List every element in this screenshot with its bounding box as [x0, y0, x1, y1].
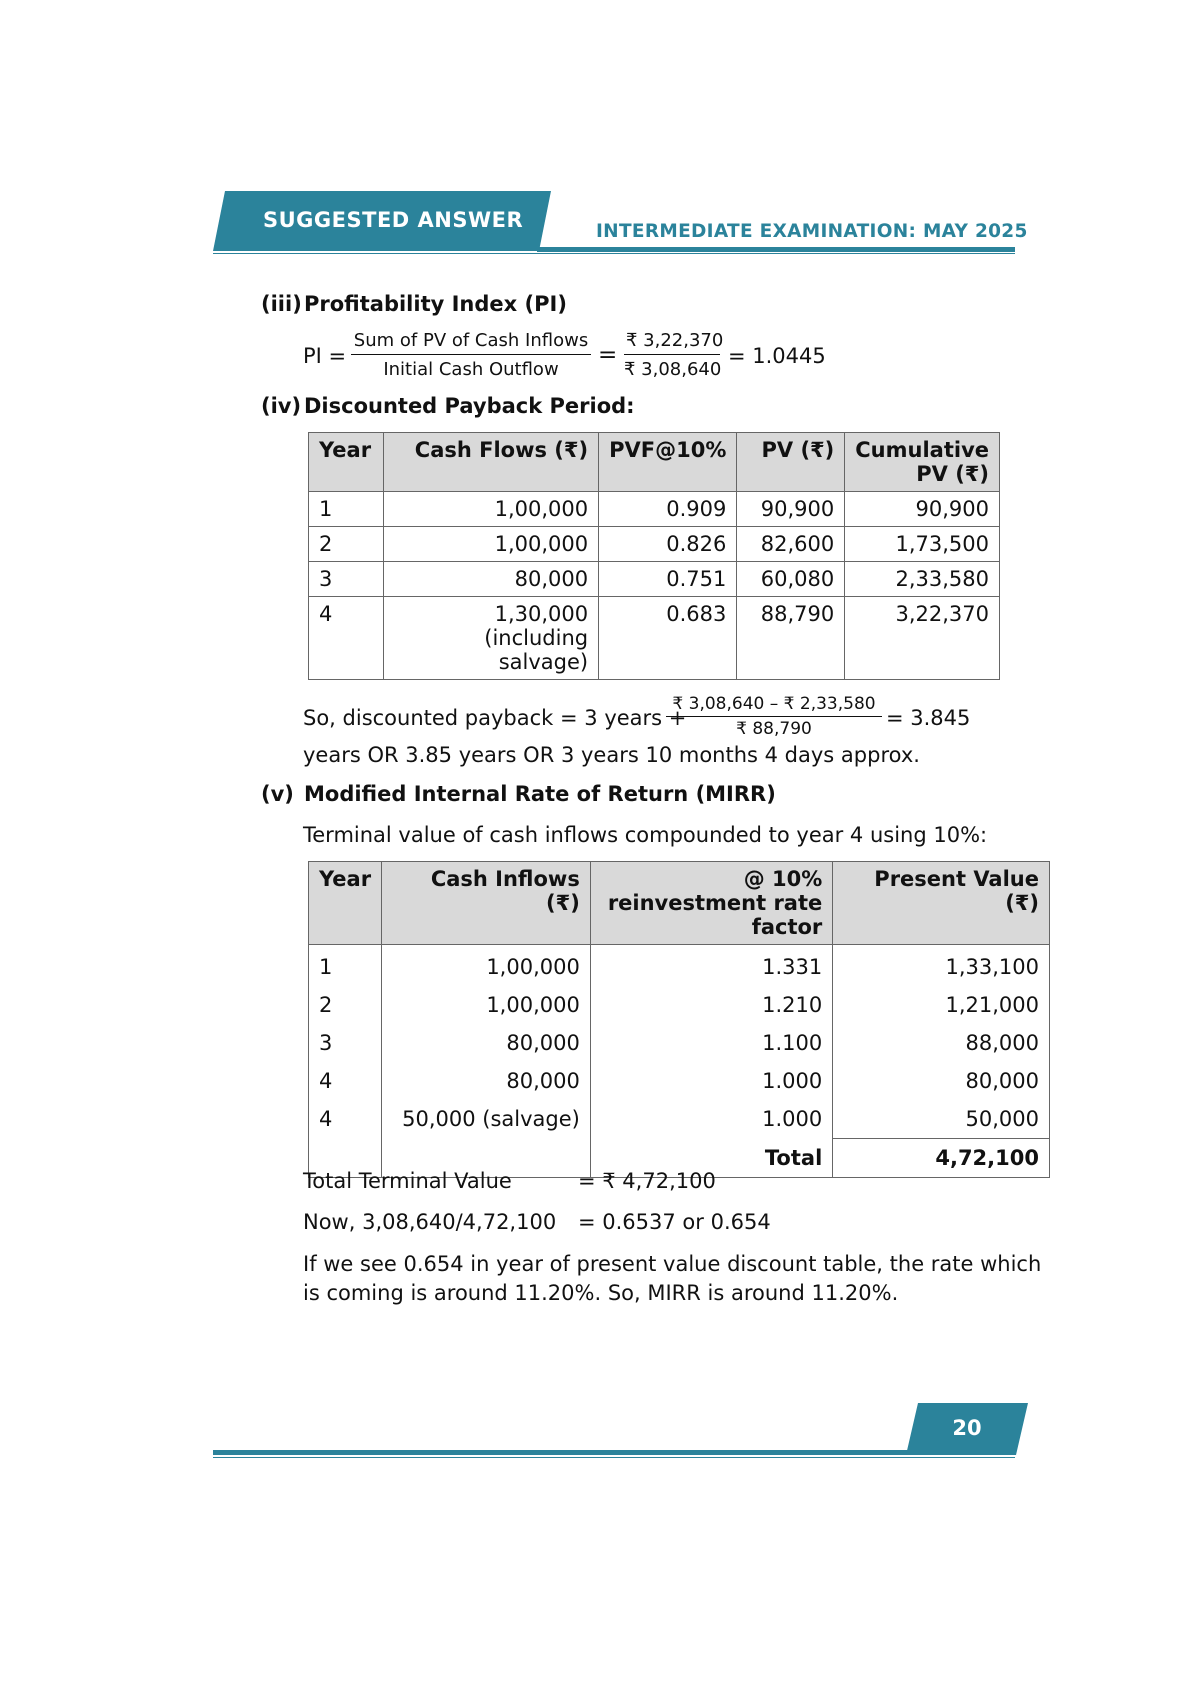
- total-label: Total: [590, 1139, 832, 1178]
- cell-present-value: 88,000: [833, 1024, 1050, 1062]
- pi-formula-fraction: [351, 330, 591, 380]
- cell-year: 1: [309, 492, 384, 527]
- cell-cash-inflow: 1,00,000: [382, 945, 591, 987]
- mirr-intro: Terminal value of cash inflows compounded to year 4 using 10%:: [303, 823, 988, 847]
- cell-pv: 82,600: [737, 527, 845, 562]
- dpp-col-pv: PV (₹): [737, 433, 845, 492]
- dpp-number: (iv): [261, 394, 302, 418]
- cell-factor: 1.210: [590, 986, 832, 1024]
- pi-equals: =: [598, 342, 618, 368]
- total-value: 4,72,100: [833, 1139, 1050, 1178]
- cell-pvf: 0.751: [599, 562, 737, 597]
- dpp-table: [308, 432, 1000, 680]
- mirr-number: (v): [261, 782, 294, 806]
- cell-present-value: 1,33,100: [833, 945, 1050, 987]
- ttv-value: = ₹ 4,72,100: [578, 1169, 716, 1193]
- exam-title: INTERMEDIATE EXAMINATION: MAY 2025: [596, 221, 1028, 242]
- mirr-col-cash-inflows: Cash Inflows (₹): [382, 862, 591, 945]
- dpp-col-pvf: PVF@10%: [599, 433, 737, 492]
- table-header-row: [309, 433, 1000, 492]
- mirr-col-present-value: Present Value (₹): [833, 862, 1050, 945]
- dpp-title: Discounted Payback Period:: [304, 394, 635, 418]
- table-row: [309, 492, 1000, 527]
- table-row: [309, 1100, 1050, 1139]
- cell-year: 4: [309, 1100, 382, 1139]
- table-header-row: [309, 862, 1050, 945]
- dpp-col-cumulative: Cumulative PV (₹): [845, 433, 1000, 492]
- mirr-table: [308, 861, 1050, 1178]
- dpp-col-cash-flows: Cash Flows (₹): [383, 433, 598, 492]
- cell-factor: 1.331: [590, 945, 832, 987]
- dpp-fraction: [666, 694, 882, 739]
- cell-cumulative-pv: 3,22,370: [845, 597, 1000, 680]
- cell-present-value: 80,000: [833, 1062, 1050, 1100]
- dpp-col-year: Year: [309, 433, 384, 492]
- table-row: [309, 945, 1050, 987]
- cell-cash-flow: 1,30,000 (including salvage): [383, 597, 598, 680]
- cell-cash-inflow: 80,000: [382, 1062, 591, 1100]
- header-tab-label: SUGGESTED ANSWER: [263, 208, 524, 232]
- dpp-result-line: years OR 3.85 years OR 3 years 10 months 4 days approx.: [303, 743, 920, 767]
- cell-year: 1: [309, 945, 382, 987]
- pi-title: Profitability Index (PI): [304, 292, 567, 316]
- ratio-value: = 0.6537 or 0.654: [578, 1210, 771, 1234]
- mirr-conclusion-line1: If we see 0.654 in year of present value discount table, the rate which: [303, 1252, 1042, 1276]
- cell-year: 4: [309, 1062, 382, 1100]
- cell-cumulative-pv: 1,73,500: [845, 527, 1000, 562]
- cell-pvf: 0.826: [599, 527, 737, 562]
- dpp-heading: [261, 394, 635, 418]
- pi-value-denominator: ₹ 3,08,640: [624, 359, 722, 380]
- pi-lhs: PI =: [303, 344, 347, 368]
- cell-cash-inflow: 80,000: [382, 1024, 591, 1062]
- cell-pv: 90,900: [737, 492, 845, 527]
- mirr-conclusion-line2: is coming is around 11.20%. So, MIRR is around 11.20%.: [303, 1281, 899, 1305]
- mirr-col-year: Year: [309, 862, 382, 945]
- cell-cumulative-pv: 2,33,580: [845, 562, 1000, 597]
- pi-value-numerator: ₹ 3,22,370: [624, 330, 720, 355]
- mirr-heading: [261, 782, 776, 806]
- cell-cash-inflow: 1,00,000: [382, 986, 591, 1024]
- pi-heading: [261, 292, 567, 316]
- pi-formula-numerator: Sum of PV of Cash Inflows: [351, 330, 591, 355]
- cell-pv: 60,080: [737, 562, 845, 597]
- cell-factor: 1.100: [590, 1024, 832, 1062]
- cell-cash-inflow: 50,000 (salvage): [382, 1100, 591, 1139]
- table-row: [309, 562, 1000, 597]
- cell-factor: 1.000: [590, 1100, 832, 1139]
- dpp-fraction-denominator: ₹ 88,790: [736, 719, 812, 739]
- cell-year: 2: [309, 986, 382, 1024]
- pi-number: (iii): [261, 292, 302, 316]
- cell-pv: 88,790: [737, 597, 845, 680]
- table-row: [309, 597, 1000, 680]
- cell-cash-flow: 80,000: [383, 562, 598, 597]
- cell-factor: 1.000: [590, 1062, 832, 1100]
- header-rule: [537, 247, 1015, 252]
- table-row: [309, 1062, 1050, 1100]
- pi-result: = 1.0445: [728, 344, 826, 368]
- footer-rule: [213, 1450, 925, 1455]
- cell-pvf: 0.909: [599, 492, 737, 527]
- dpp-result: = 3.845: [886, 706, 971, 730]
- pi-formula-denominator: Initial Cash Outflow: [383, 359, 559, 380]
- cell-year: 2: [309, 527, 384, 562]
- cell-present-value: 50,000: [833, 1100, 1050, 1139]
- cell-cash-flow: 1,00,000: [383, 492, 598, 527]
- cell-present-value: 1,21,000: [833, 986, 1050, 1024]
- mirr-col-factor: @ 10% reinvestment rate factor: [590, 862, 832, 945]
- cell-cumulative-pv: 90,900: [845, 492, 1000, 527]
- dpp-formula-prefix: So, discounted payback = 3 years +: [303, 706, 687, 730]
- footer-rule-thin: [213, 1457, 1015, 1458]
- cell-cash-flow: 1,00,000: [383, 527, 598, 562]
- ttv-label: Total Terminal Value: [303, 1169, 512, 1193]
- mirr-title: Modified Internal Rate of Return (MIRR): [304, 782, 776, 806]
- table-row: [309, 986, 1050, 1024]
- page-number: 20: [952, 1416, 982, 1440]
- cell-year: 3: [309, 562, 384, 597]
- pi-value-fraction: [624, 330, 724, 380]
- cell-year: 4: [309, 597, 384, 680]
- cell-pvf: 0.683: [599, 597, 737, 680]
- table-row: [309, 1024, 1050, 1062]
- header-rule-thin: [213, 253, 1015, 254]
- dpp-fraction-numerator: ₹ 3,08,640 – ₹ 2,33,580: [666, 694, 882, 717]
- ratio-label: Now, 3,08,640/4,72,100: [303, 1210, 557, 1234]
- cell-year: 3: [309, 1024, 382, 1062]
- table-row: [309, 527, 1000, 562]
